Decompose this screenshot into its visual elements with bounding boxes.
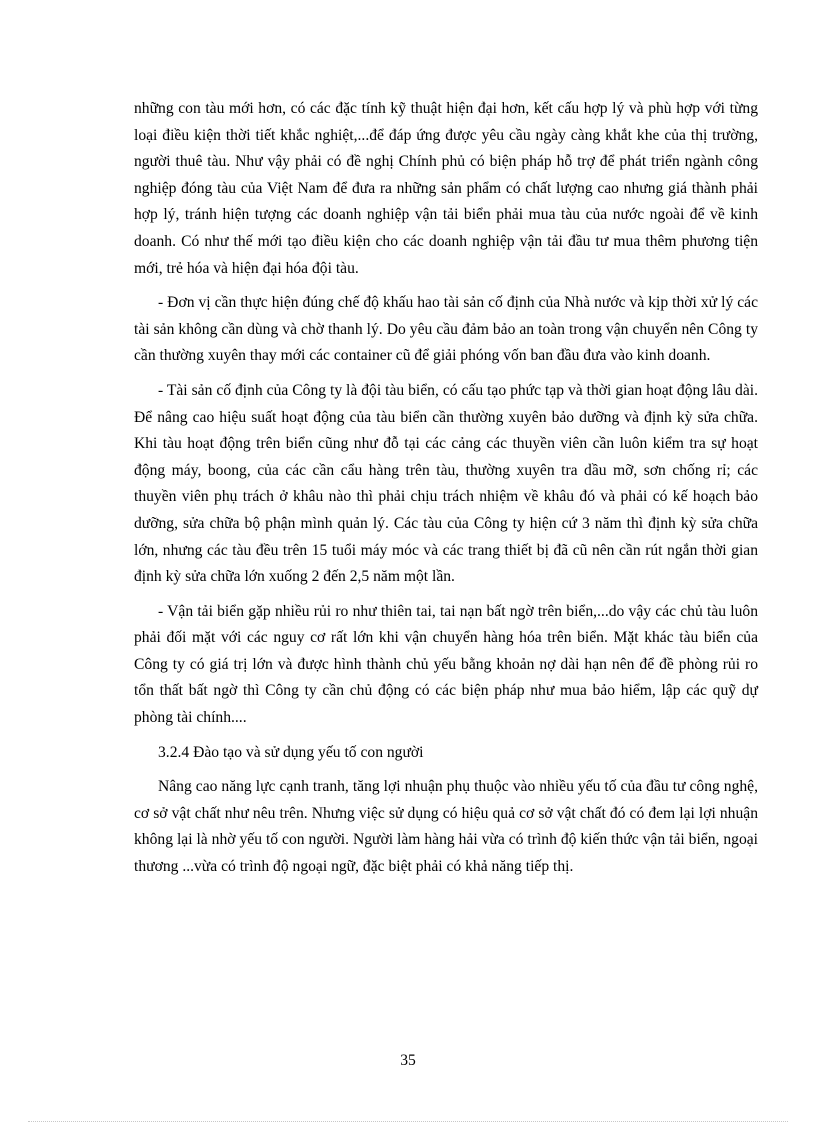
footer-divider [28, 1121, 788, 1122]
paragraph-human-factor: Nâng cao năng lực cạnh tranh, tăng lợi nhuận phụ thuộc vào nhiều yếu tố của đầu tư công nghệ, cơ sở vật chất như nêu trên. Nhưng việc sử dụng có hiệu quả cơ sở vật chất đó có đem lại lợi nhuận không lại là nhờ yếu tố con người. Người làm hàng hải vừa có trình độ kiến thức vận tải biển, ngoại thương ...vừa có trình độ ngoại ngữ, đặc biệt phải có khả năng tiếp thị. [134, 778, 758, 876]
paragraph-fixed-assets: - Tài sản cố định của Công ty là đội tàu biển, có cấu tạo phức tạp và thời gian hoạt động lâu dài. Để nâng cao hiệu suất hoạt động của tàu biển cần thường xuyên bảo dưỡng và định kỳ sửa chữa. Khi tàu hoạt động trên biển cũng như đỗ tại các cảng các thuyền viên cần luôn kiểm tra sự hoạt động máy, boong, của các cần cẩu hàng trên tàu, thường xuyên tra dầu mỡ, sơn chống rỉ; các thuyền viên phụ trách ở khâu nào thì phải chịu trách nhiệm về khâu đó và phải có kế hoạch bảo dưỡng, sửa chữa bộ phận mình quản lý. Các tàu của Công ty hiện cứ 3 năm thì định kỳ sửa chữa lớn, nhưng các tàu đều trên 15 tuổi máy móc và các trang thiết bị đã cũ nên cần rút ngắn thời gian định kỳ sửa chữa lớn xuống 2 đến 2,5 năm một lần. [134, 381, 758, 586]
page-number: 35 [400, 1052, 416, 1069]
paragraph-risk: - Vận tải biển gặp nhiều rủi ro như thiên tai, tai nạn bất ngờ trên biển,...do vậy các chủ tàu luôn phải đối mặt với các nguy cơ rất lớn khi vận chuyển hàng hóa trên biển. Mặt khác tàu biển của Công ty có giá trị lớn và được hình thành chủ yếu bằng khoản nợ dài hạn nên để đề phòng rủi ro tổn thất bất ngờ thì Công ty cần chủ động có các biện pháp như mua bảo hiểm, lập các quỹ dự phòng tài chính.... [134, 602, 758, 727]
section-heading: 3.2.4 Đào tạo và sử dụng yếu tố con người [158, 743, 424, 761]
body-text [134, 96, 758, 889]
paragraph-continuation: những con tàu mới hơn, có các đặc tính kỹ thuật hiện đại hơn, kết cấu hợp lý và phù hợp với từng loại điều kiện thời tiết khắc nghiệt,...để đáp ứng được yêu cầu ngày càng khắt khe của thị trường, người thuê tàu. Như vậy phải có đề nghị Chính phủ có biện pháp hỗ trợ để phát triển ngành công nghiệp đóng tàu của Việt Nam để đưa ra những sản phẩm có chất lượng cao nhưng giá thành phải hợp lý, tránh hiện tượng các doanh nghiệp vận tải biển phải mua tàu của nước ngoài để về kinh doanh. Có như thế mới tạo điều kiện cho các doanh nghiệp vận tải đầu tư mua thêm phương tiện mới, trẻ hóa và hiện đại hóa đội tàu. [134, 100, 758, 277]
paragraph-depreciation: - Đơn vị cần thực hiện đúng chế độ khấu hao tài sản cố định của Nhà nước và kịp thời xử lý các tài sản không cần dùng và chờ thanh lý. Do yêu cầu đảm bảo an toàn trong vận chuyển nên Công ty cần thường xuyên thay mới các container cũ để giải phóng vốn ban đầu đưa vào kinh doanh. [134, 294, 758, 365]
